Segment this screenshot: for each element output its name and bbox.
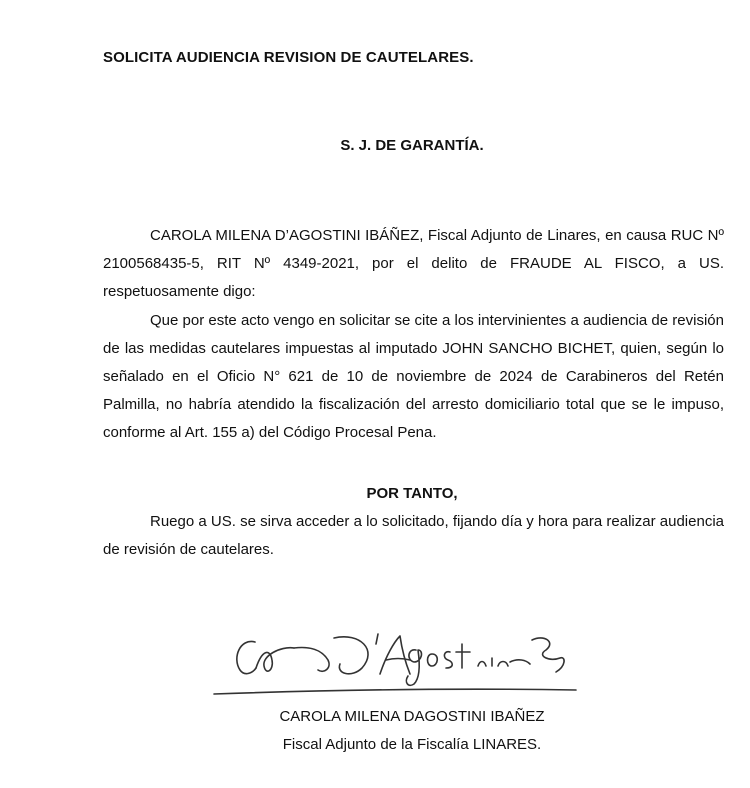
- court-heading: S. J. DE GARANTÍA.: [340, 137, 484, 154]
- paragraph-petition: Ruego a US. se sirva acceder a lo solicitado, fijando día y hora para realizar audiencia de revisión de cautelares.: [103, 513, 724, 558]
- por-tanto-heading: POR TANTO,: [366, 485, 458, 502]
- paragraph-request: Que por este acto vengo en solicitar se cite a los intervinientes a audiencia de revisión de las medidas cautelares impuestas al imputado JOHN SANCHO BICHET, quien, según lo señalado en el Oficio N° 621 de 10 de noviembre de 2024 de Carabineros del Retén Palmilla, no habría atendido la fiscalización del arresto domiciliario total que se le impuso, conforme al Art. 155 a) del Código Procesal Pena.: [103, 312, 724, 441]
- document-subject: SOLICITA AUDIENCIA REVISION DE CAUTELARES.: [103, 49, 474, 66]
- handwritten-signature: [210, 620, 580, 698]
- signatory-title: Fiscal Adjunto de la Fiscalía LINARES.: [282, 736, 542, 753]
- paragraph-introduction: CAROLA MILENA D’AGOSTINI IBÁÑEZ, Fiscal Adjunto de Linares, en causa RUC Nº 2100568435-5, RIT Nº 4349-2021, por el delito de FRAUDE AL FISCO, a US. respetuosamente digo:: [103, 227, 724, 300]
- signatory-name: CAROLA MILENA DAGOSTINI IBAÑEZ: [279, 708, 545, 725]
